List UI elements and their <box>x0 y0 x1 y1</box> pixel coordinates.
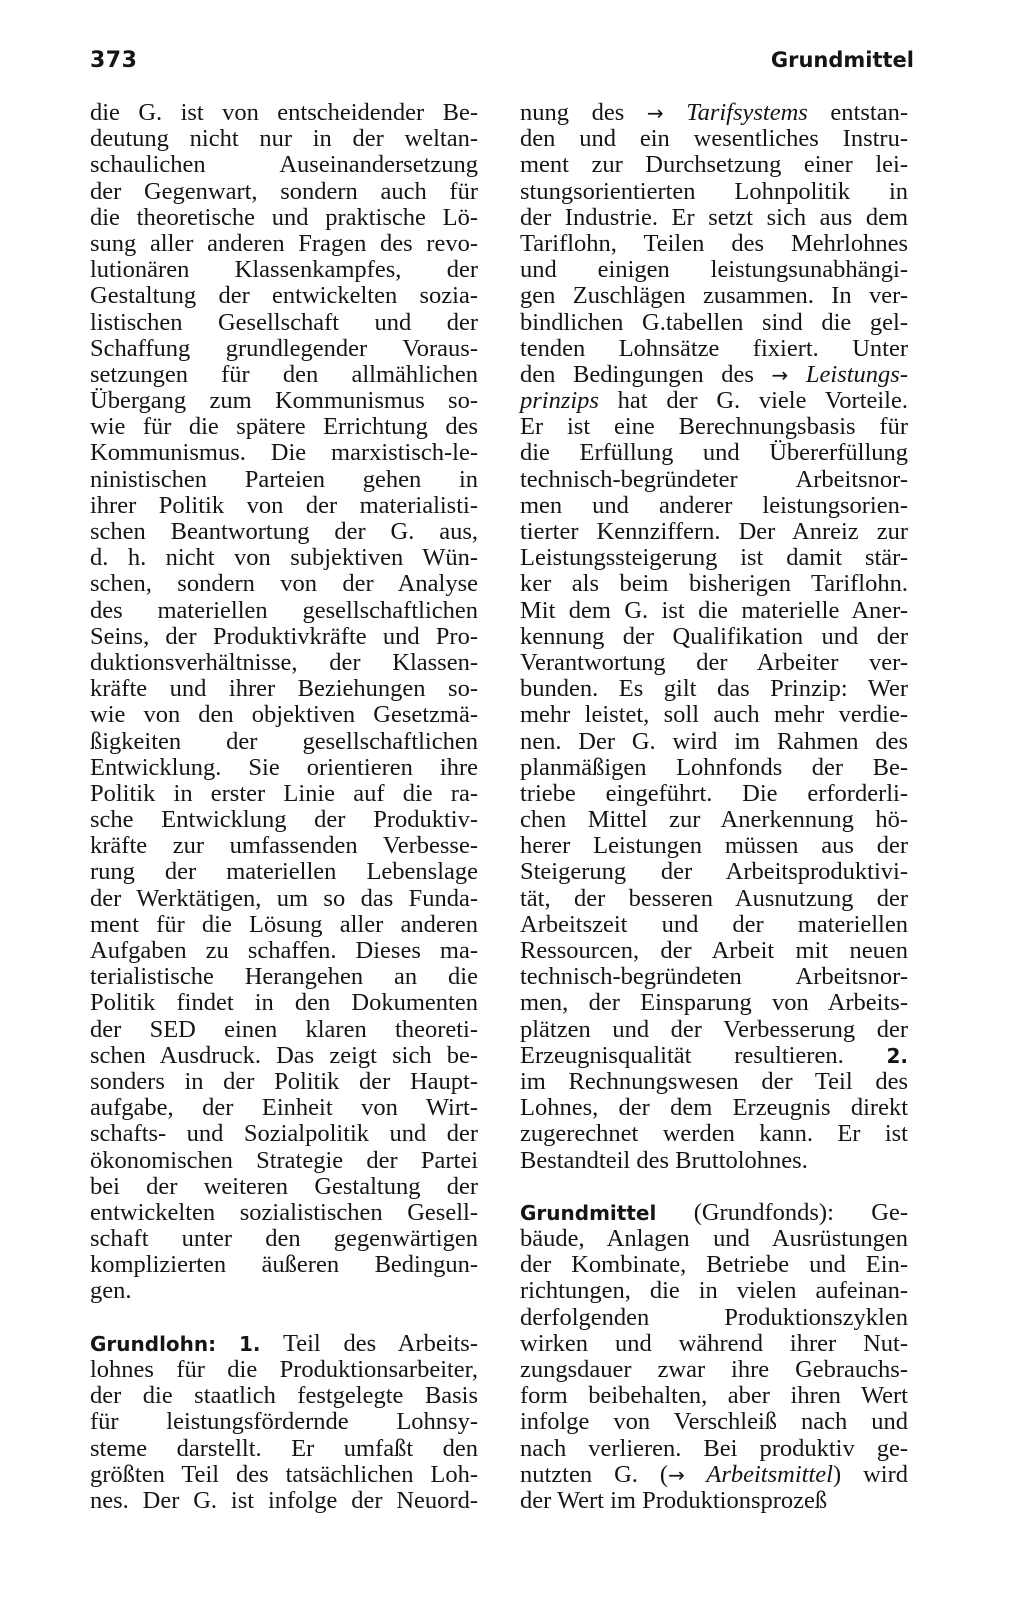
paragraph-gap <box>90 1305 478 1331</box>
text-line: Arbeitszeit und der materiellen <box>520 910 908 938</box>
text-line <box>520 1200 908 1226</box>
paragraph-gap <box>520 1174 908 1200</box>
text-line: men und anderer leistungsorien- <box>520 491 908 519</box>
text-line <box>90 1331 478 1357</box>
text-block <box>520 126 908 362</box>
text-line: technisch-begründeter Arbeitsnor- <box>520 465 908 493</box>
text-line: Übergang zum Kommunismus so- <box>90 387 478 415</box>
text-line: Ressourcen, der Arbeit mit neuen <box>520 937 908 964</box>
cross-reference-arrow-icon: → <box>668 1462 685 1487</box>
right-column <box>520 100 908 1514</box>
text-line: schen Beantwortung der G. aus, <box>90 518 478 545</box>
text-line: sche Entwicklung der Produktiv- <box>90 806 478 834</box>
text-line: Schaffung grundlegender Voraus- <box>90 334 478 362</box>
text-line: sung aller anderen Fragen des revo- <box>90 229 478 257</box>
text-line: men, der Einsparung von Arbeits- <box>520 989 908 1017</box>
text-line: Er ist eine Berechnungsbasis für <box>520 413 908 441</box>
sense-number: 1. <box>239 1331 261 1356</box>
text-line: terialistische Herangehen an die <box>90 963 478 991</box>
left-column <box>90 100 478 1514</box>
text-line: Seins, der Produktivkräfte und Pro- <box>90 622 478 650</box>
text-line: ment zur Durchsetzung einer lei- <box>520 151 908 179</box>
grundlage-continuation <box>90 100 478 1305</box>
text-line: infolge von Verschleiß nach und <box>520 1408 908 1436</box>
text-line: größten Teil des tatsächlichen Loh- <box>90 1460 478 1488</box>
text-line: technisch-begründeten Arbeitsnor- <box>520 963 908 991</box>
cross-reference-arbeitsmittel[interactable]: Arbeitsmittel <box>684 1460 833 1488</box>
text-fragment: Erzeugnisqualität resultieren. <box>520 1041 887 1069</box>
text-block <box>520 1069 908 1174</box>
text-line: Politik findet in den Dokumenten <box>90 989 478 1017</box>
lemma-grundlohn: Grundlohn: <box>90 1331 217 1356</box>
text-line: die Erfüllung und Übererfüllung <box>520 439 908 467</box>
text-line: listischen Gesellschaft und der <box>90 308 478 336</box>
text-line: ninistischen Parteien gehen in <box>90 465 478 493</box>
text-line: tenden Lohnsätze fixiert. Unter <box>520 334 908 362</box>
text-block <box>520 414 908 1043</box>
text-line: Tariflohn, Teilen des Mehrlohnes <box>520 229 908 257</box>
text-line: schafts- und Sozialpolitik und der <box>90 1120 478 1148</box>
text-line: schen Ausdruck. Das zeigt sich be- <box>90 1041 478 1069</box>
text-line: ker als beim bisherigen Tariflohn. <box>520 570 908 598</box>
text-line: mehr leistet, soll auch mehr verdie- <box>520 701 908 729</box>
text-line: entwickelten sozialistischen Gesell- <box>90 1198 478 1226</box>
text-line: Lohnes, der dem Erzeugnis direkt <box>520 1094 908 1122</box>
text-line: für leistungsfördernde Lohnsy- <box>90 1408 478 1436</box>
text-line: gen Zuschlägen zusammen. In ver- <box>520 282 908 310</box>
text-line: zugerechnet werden kann. Er ist <box>520 1120 908 1148</box>
text-fragment: nutzten G. ( <box>520 1460 669 1488</box>
text-line: herer Leistungen müssen aus der <box>520 832 908 860</box>
cross-reference-arrow-icon: → <box>771 362 789 387</box>
text-line: aufgabe, der Einheit von Wirt- <box>90 1094 478 1122</box>
text-line: steme darstellt. Er umfaßt den <box>90 1434 478 1462</box>
text-line: kennung der Qualifikation und der <box>520 622 908 650</box>
text-line: stungsorientierten Lohnpolitik in <box>520 177 908 205</box>
text-line: duktionsverhältnisse, der Klassen- <box>90 648 478 676</box>
entry-grundmittel <box>520 1200 908 1514</box>
text-line: im Rechnungswesen der Teil des <box>520 1067 908 1095</box>
text-line: den und ein wesentliches Instru- <box>520 125 908 153</box>
text-line: sonders in der Politik der Haupt- <box>90 1067 478 1095</box>
text-line: planmäßigen Lohnfonds der Be- <box>520 753 908 781</box>
text-line: schaulichen Auseinandersetzung <box>90 151 478 179</box>
text-line <box>520 1462 908 1488</box>
text-line: Gestaltung der entwickelten sozia- <box>90 282 478 310</box>
text-fragment: den Bedingungen des <box>520 360 772 388</box>
text-line: Entwicklung. Sie orientieren ihre <box>90 753 478 781</box>
text-line: Verantwortung der Arbeiter ver- <box>520 648 908 676</box>
text-line: wie für die spätere Errichtung des <box>90 413 478 441</box>
text-line <box>520 1043 908 1069</box>
text-line: nes. Der G. ist infolge der Neuord- <box>90 1486 478 1514</box>
text-line: Bestandteil des Bruttolohnes. <box>520 1146 808 1174</box>
text-line: zungsdauer zwar ihre Gebrauchs- <box>520 1356 908 1383</box>
text-line: schen, sondern von der Analyse <box>90 570 478 598</box>
text-line: der Industrie. Er setzt sich aus dem <box>520 203 908 231</box>
text-line: Politik in erster Linie auf die ra- <box>90 779 478 807</box>
text-line: ßigkeiten der gesellschaftlichen <box>90 727 478 755</box>
text-line: triebe eingeführt. Die erforderli- <box>520 779 908 807</box>
text-line: rung der materiellen Lebenslage <box>90 858 478 886</box>
text-line: die G. ist von entscheidender Be- <box>90 99 478 126</box>
text-line: die theoretische und praktische Lö- <box>90 203 478 231</box>
text-fragment: entstan- <box>807 99 908 126</box>
text-fragment: Teil des Arbeits- <box>260 1329 478 1357</box>
text-line: der Kombinate, Betriebe und Ein- <box>520 1251 908 1279</box>
text-line <box>520 100 908 126</box>
text-line: plätzen und der Verbesserung der <box>520 1015 908 1043</box>
text-line: wie von den objektiven Gesetzmä- <box>90 701 478 729</box>
text-line: setzungen für den allmählichen <box>90 360 478 388</box>
text-fragment: hat der G. viele Vorteile. <box>598 387 908 415</box>
text-line: schaft unter den gegenwärtigen <box>90 1225 478 1253</box>
text-line <box>520 388 908 414</box>
text-line: bei der weiteren Gestaltung der <box>90 1172 478 1200</box>
text-fragment: (Grundfonds): Ge- <box>656 1198 908 1226</box>
text-line: der SED einen klaren theoreti- <box>90 1015 478 1043</box>
text-line: kräfte zur umfassenden Verbesse- <box>90 832 478 860</box>
cross-reference-leistungsprinzip[interactable]: Leistungs- <box>788 360 909 388</box>
text-line: wirken und während ihrer Nut- <box>520 1329 908 1357</box>
text-line: gen. <box>90 1277 132 1305</box>
cross-reference-tarifsystem[interactable]: Tarifsystems <box>663 99 808 126</box>
text-line: tät, der besseren Ausnutzung der <box>520 884 908 912</box>
text-line: bunden. Es gilt das Prinzip: Wer <box>520 675 908 703</box>
text-line: Steigerung der Arbeitsproduktivi- <box>520 858 908 886</box>
text-line: bindlichen G.tabellen sind die gel- <box>520 308 908 336</box>
text-line: Aufgaben zu schaffen. Dieses ma- <box>90 937 478 964</box>
text-line: des materiellen gesellschaftlichen <box>90 596 478 624</box>
text-line: kräfte und ihrer Beziehungen so- <box>90 675 478 703</box>
text-line: der die staatlich festgelegte Basis <box>90 1382 478 1410</box>
text-line: der Werktätigen, um so das Funda- <box>90 884 478 912</box>
text-line: bäude, Anlagen und Ausrüstungen <box>520 1225 908 1253</box>
entry-grundlohn <box>90 1331 478 1514</box>
text-line: Kommunismus. Die marxistisch-le- <box>90 439 478 467</box>
text-line <box>520 362 908 388</box>
text-line: ihrer Politik von der materialisti- <box>90 491 478 519</box>
text-line: lutionären Klassenkampfes, der <box>90 256 478 284</box>
text-line: lohnes für die Produktionsarbeiter, <box>90 1356 478 1383</box>
text-line: tierter Kennziffern. Der Anreiz zur <box>520 518 908 545</box>
text-line: der Wert im Produktionsprozeß <box>520 1486 828 1514</box>
cross-reference-arrow-icon: → <box>646 101 664 125</box>
running-head: Grundmittel <box>770 48 914 72</box>
text-line: deutung nicht nur in der weltan- <box>90 125 478 153</box>
text-line: Leistungssteigerung ist damit stär- <box>520 544 908 572</box>
text-line: und einigen leistungsunabhängi- <box>520 256 908 284</box>
text-line: nach verlieren. Bei produktiv ge- <box>520 1434 908 1462</box>
text-line: ökonomischen Strategie der Partei <box>90 1146 478 1174</box>
text-line: ment für die Lösung aller anderen <box>90 910 478 938</box>
text-line: d. h. nicht von subjektiven Wün- <box>90 544 478 572</box>
cross-reference-leistungsprinzip-cont[interactable]: prinzips <box>520 387 599 415</box>
sense-number: 2. <box>886 1043 908 1068</box>
grundlohn-lines <box>90 1357 478 1514</box>
text-line: komplizierten äußeren Bedingun- <box>90 1251 478 1279</box>
text-fragment: ) wird <box>832 1460 908 1488</box>
text-line: form beibehalten, aber ihren Wert <box>520 1382 908 1410</box>
text-line: der Gegenwart, sondern auch für <box>90 177 478 205</box>
text-line: Mit dem G. ist die materielle Aner- <box>520 596 908 624</box>
grundmittel-lines <box>520 1226 908 1462</box>
text-line: derfolgenden Produktionszyklen <box>520 1303 908 1331</box>
text-line: nen. Der G. wird im Rahmen des <box>520 727 908 755</box>
text-line: chen Mittel zur Anerkennung hö- <box>520 806 908 834</box>
text-line: richtungen, die in vielen aufeinan- <box>520 1277 908 1305</box>
page-number: 373 <box>90 48 138 73</box>
text-fragment: nung des <box>520 99 647 126</box>
lemma-grundmittel: Grundmittel <box>520 1200 657 1225</box>
